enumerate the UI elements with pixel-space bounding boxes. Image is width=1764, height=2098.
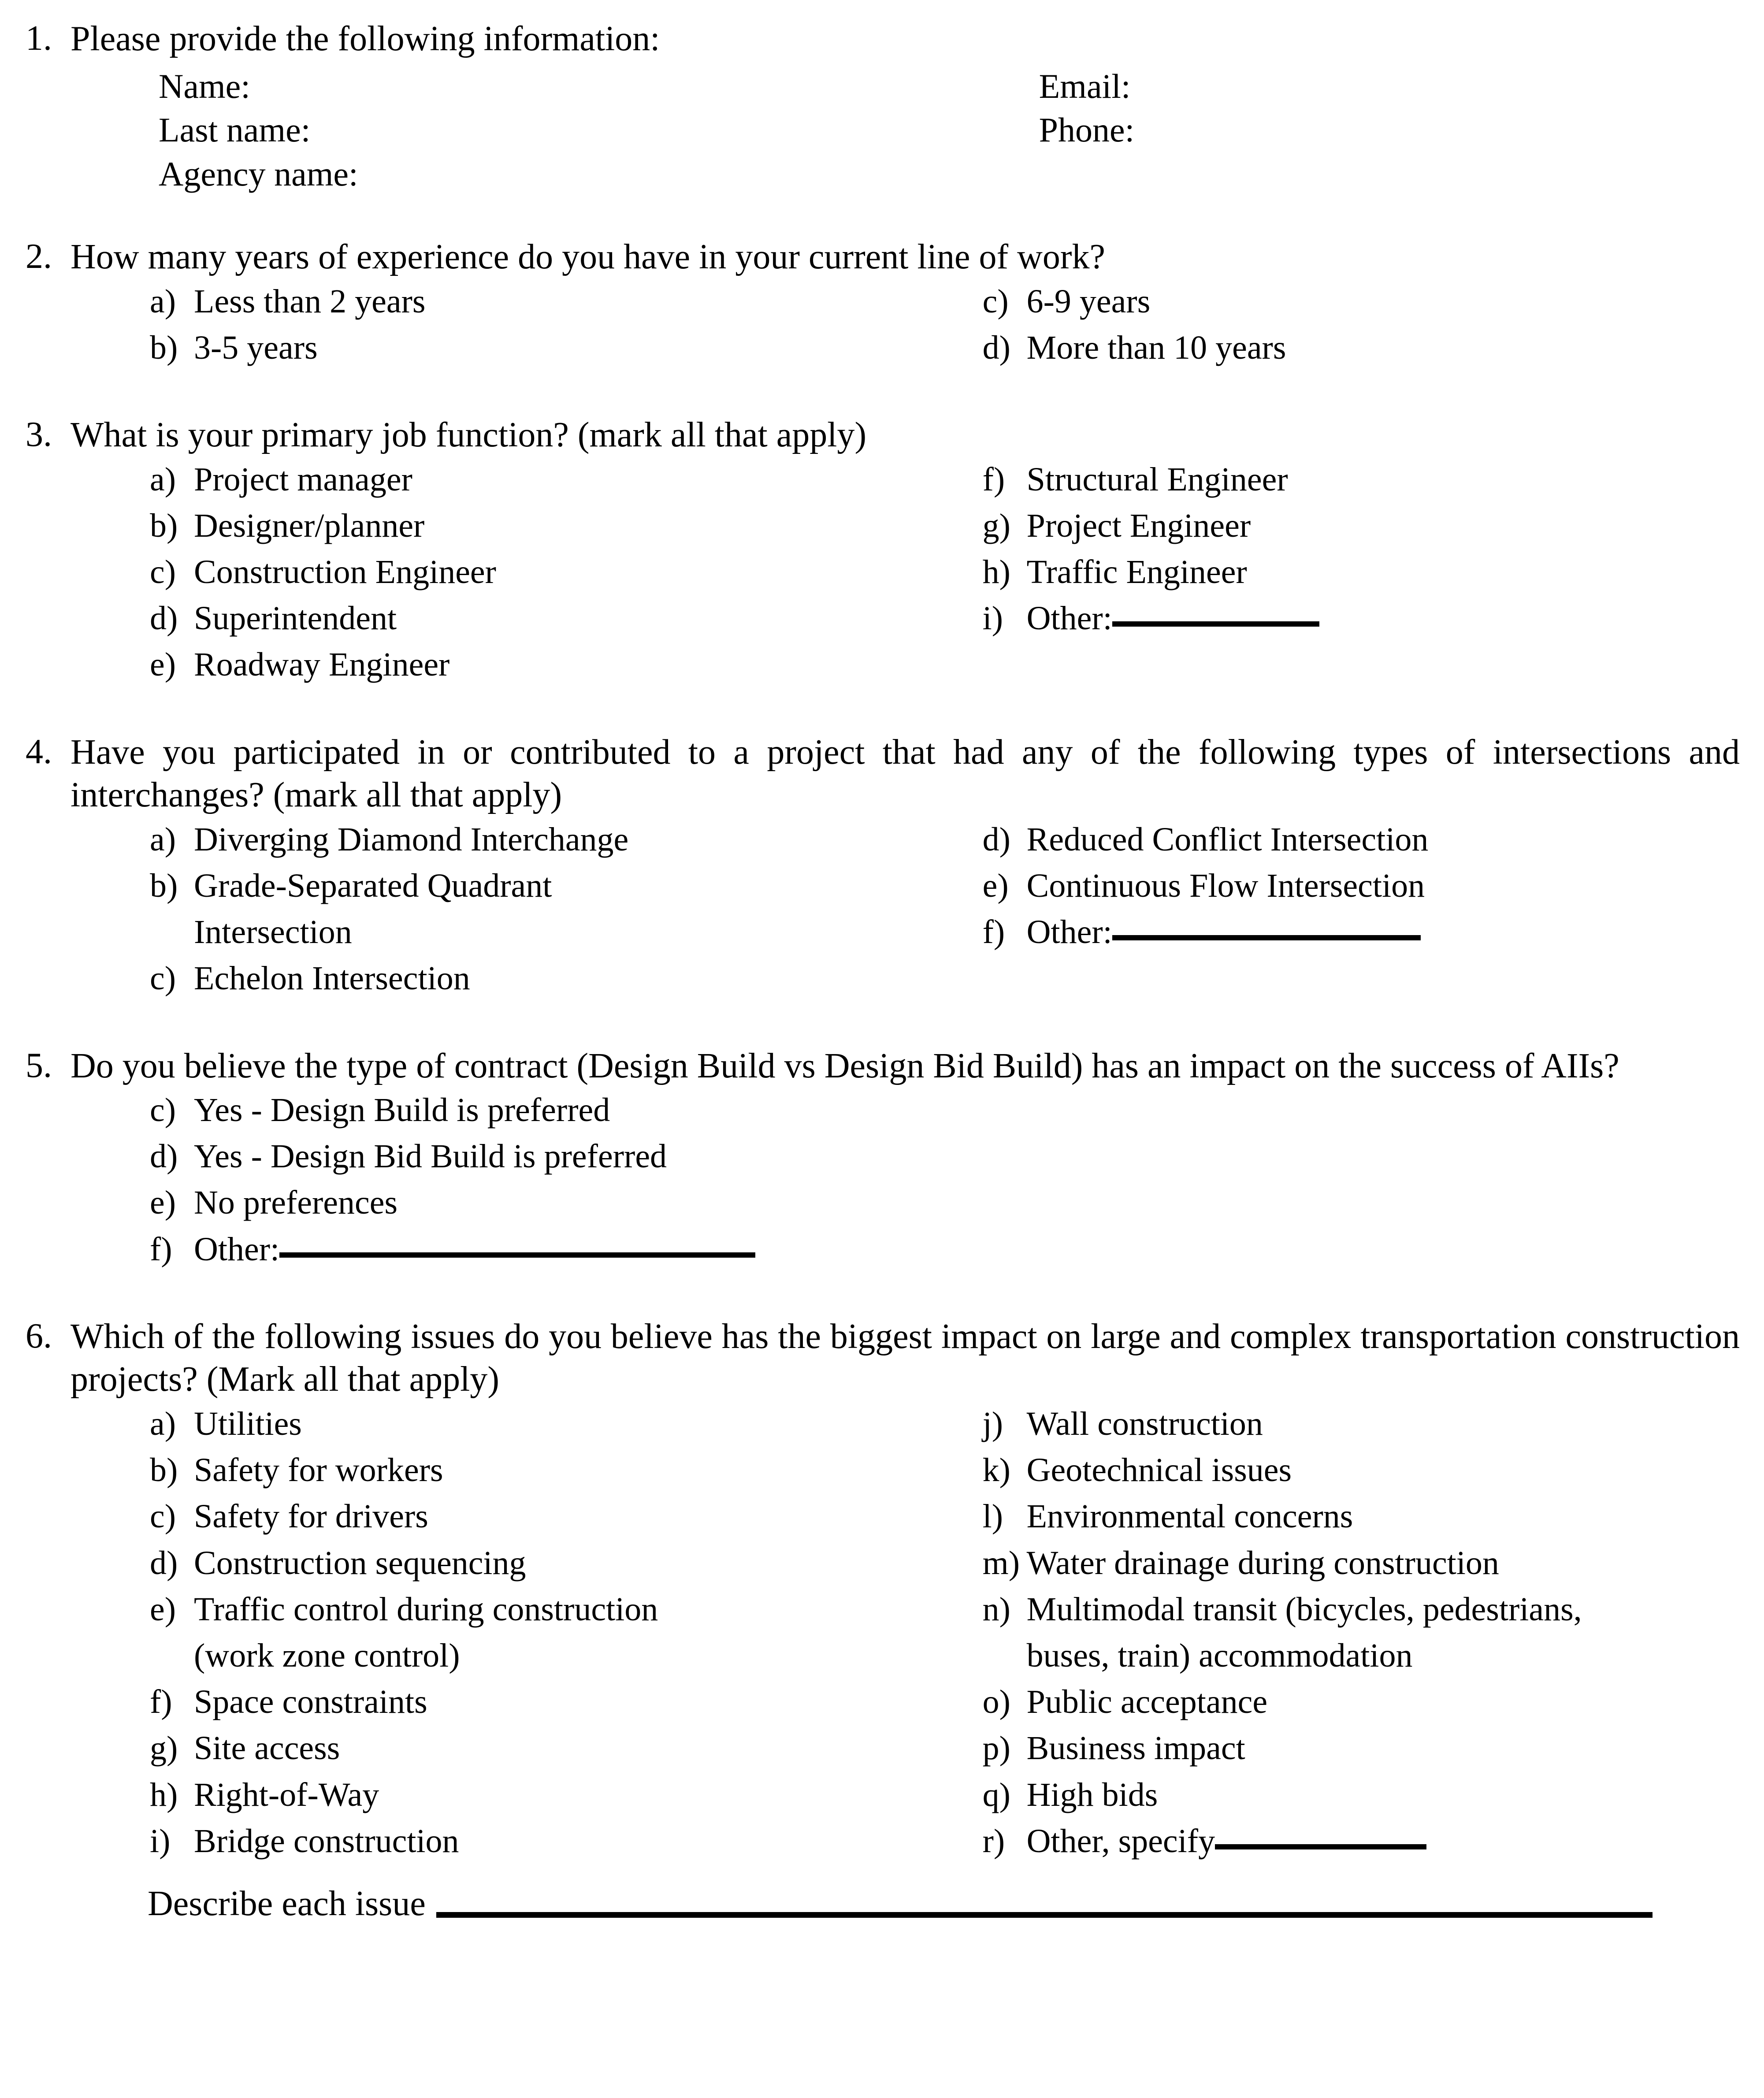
option-letter: e) [150, 646, 176, 683]
option-label-continued: Intersection [194, 913, 352, 951]
option-label-wrap [194, 1229, 1740, 1270]
option-letter: f) [150, 1230, 172, 1268]
question-2-text: How many years of experience do you have in your current line of work? [71, 238, 1106, 277]
question-3-options-right [955, 460, 1740, 691]
option-letter: b) [150, 1452, 178, 1489]
question-1-fields-right [955, 64, 1740, 196]
field-email-label: Email: [1039, 67, 1131, 105]
question-6 [18, 1315, 1740, 1925]
option-6b[interactable] [150, 1450, 955, 1490]
option-label: Water drainage during construction [1026, 1544, 1499, 1582]
option-letter: d) [982, 821, 1010, 858]
option-letter: c) [150, 553, 176, 591]
question-1 [18, 18, 1740, 196]
option-label: Public acceptance [1026, 1683, 1268, 1721]
option-label-continued: buses, train) accommodation [1026, 1637, 1413, 1674]
question-6-options [71, 1404, 1740, 1868]
option-6r-other[interactable] [983, 1821, 1740, 1861]
question-4-options [71, 820, 1740, 1005]
option-4b[interactable] [150, 866, 955, 906]
option-6d[interactable] [150, 1543, 955, 1583]
field-name-label: Name: [159, 67, 250, 105]
option-label: Grade-Separated Quadrant [194, 867, 552, 904]
field-phone-label: Phone: [1039, 111, 1135, 149]
question-2-options-left [71, 282, 955, 374]
option-letter: c) [150, 1092, 176, 1129]
option-label-continued: (work zone control) [194, 1637, 460, 1674]
field-agency-name-label: Agency name: [159, 155, 358, 193]
option-6e-continuation [150, 1636, 955, 1676]
option-label: Traffic Engineer [1026, 553, 1247, 591]
describe-each-issue-input-line[interactable] [436, 1912, 1653, 1918]
question-3-options [71, 460, 1740, 691]
question-5 [18, 1045, 1740, 1276]
other-fill-in-blank[interactable] [1112, 621, 1319, 627]
spacer [18, 1005, 1740, 1045]
option-letter: k) [982, 1452, 1010, 1489]
option-6i[interactable] [150, 1821, 955, 1861]
option-letter: c) [150, 960, 176, 997]
option-label: Structural Engineer [1026, 460, 1288, 498]
option-label-wrap [1027, 1821, 1740, 1861]
option-letter: e) [982, 867, 1009, 904]
option-letter: d) [150, 1544, 178, 1582]
option-letter: p) [982, 1730, 1010, 1767]
question-4-options-right [955, 820, 1740, 1005]
option-label: Yes - Design Bid Build is preferred [194, 1138, 667, 1175]
option-2c[interactable] [983, 282, 1740, 322]
option-label: Safety for workers [194, 1452, 443, 1489]
question-1-fields-left [71, 64, 955, 196]
option-label: Business impact [1026, 1730, 1245, 1767]
option-label: Other: [1026, 600, 1112, 637]
option-5d[interactable] [150, 1136, 1740, 1177]
option-6n[interactable] [983, 1589, 1740, 1630]
option-4c[interactable] [150, 958, 955, 999]
question-2-options [71, 282, 1740, 374]
option-label-wrap [1027, 912, 1740, 952]
spacer [18, 196, 1740, 236]
option-label: Designer/planner [194, 507, 425, 544]
option-letter: d) [150, 1138, 178, 1175]
option-label: Right-of-Way [194, 1776, 379, 1813]
option-letter: f) [982, 913, 1005, 951]
option-letter: i) [150, 1822, 171, 1860]
option-6p[interactable] [983, 1728, 1740, 1768]
option-label: High bids [1026, 1776, 1158, 1813]
option-3f[interactable] [983, 460, 1740, 500]
describe-each-issue-row [71, 1883, 1740, 1925]
question-5-text: Do you believe the type of contract (Design Build vs Design Bid Build) has an impact on the success of AIIs? [71, 1046, 1619, 1085]
option-letter: h) [150, 1776, 178, 1813]
option-letter: q) [982, 1776, 1010, 1813]
option-letter: a) [150, 460, 176, 498]
option-label: Wall construction [1026, 1405, 1263, 1443]
option-letter: a) [150, 282, 176, 320]
option-letter: c) [982, 282, 1009, 320]
option-letter: f) [982, 460, 1005, 498]
question-1-fields [71, 64, 1740, 196]
option-3e[interactable] [150, 645, 955, 685]
option-6l[interactable] [983, 1496, 1740, 1537]
option-3g[interactable] [983, 506, 1740, 546]
option-6g[interactable] [150, 1728, 955, 1768]
option-label: Construction Engineer [194, 553, 496, 591]
option-letter: r) [982, 1822, 1005, 1860]
question-2 [18, 236, 1740, 374]
option-label: Superintendent [194, 600, 397, 637]
question-6-options-right [955, 1404, 1740, 1868]
option-letter: c) [150, 1498, 176, 1535]
option-6e[interactable] [150, 1589, 955, 1630]
option-letter: b) [150, 507, 178, 544]
question-5-options [71, 1090, 1740, 1270]
option-2b[interactable] [150, 328, 955, 368]
question-4 [18, 731, 1740, 1005]
option-6m[interactable] [983, 1543, 1740, 1583]
option-label: Reduced Conflict Intersection [1026, 821, 1429, 858]
option-label: Other, specify [1026, 1822, 1215, 1860]
option-label: Safety for drivers [194, 1498, 428, 1535]
option-label: Other: [1026, 913, 1112, 951]
option-label: Site access [194, 1730, 340, 1767]
question-6-options-left [71, 1404, 955, 1868]
option-label: Traffic control during construction [194, 1590, 658, 1628]
option-label: Multimodal transit (bicycles, pedestrians, [1026, 1590, 1582, 1628]
option-label: Geotechnical issues [1026, 1452, 1292, 1489]
option-6f[interactable] [150, 1682, 955, 1722]
option-6n-continuation [983, 1636, 1740, 1676]
option-6q[interactable] [983, 1775, 1740, 1815]
option-label: Project Engineer [1026, 507, 1251, 544]
option-letter: m) [982, 1544, 1020, 1582]
option-6h[interactable] [150, 1775, 955, 1815]
option-letter: j) [982, 1405, 1003, 1443]
option-label: Environmental concerns [1026, 1498, 1353, 1535]
question-3-options-left [71, 460, 955, 691]
field-last-name-label: Last name: [159, 111, 311, 149]
option-4a[interactable] [150, 820, 955, 860]
option-letter: d) [150, 600, 178, 637]
question-6-number: 6. [26, 1316, 52, 1355]
option-4b-continuation [150, 912, 955, 952]
option-label: Construction sequencing [194, 1544, 526, 1582]
option-label: Continuous Flow Intersection [1026, 867, 1425, 904]
option-4f-other[interactable] [983, 912, 1740, 952]
spacer [18, 1276, 1740, 1315]
option-5e[interactable] [150, 1183, 1740, 1223]
question-4-text: Have you participated in or contributed to a project that had any of the following types of intersections and interchanges? (mark all that apply) [71, 732, 1740, 815]
question-6-text: Which of the following issues do you believe has the biggest impact on large and complex transportation construction projects? (Mark all that apply) [71, 1317, 1740, 1399]
question-4-options-left [71, 820, 955, 1005]
option-letter: n) [982, 1590, 1010, 1628]
option-label: Other: [194, 1230, 280, 1268]
option-6k[interactable] [983, 1450, 1740, 1490]
option-label: Project manager [194, 460, 412, 498]
option-4d[interactable] [983, 820, 1740, 860]
option-label: Roadway Engineer [194, 646, 450, 683]
option-3c[interactable] [150, 552, 955, 592]
option-letter: o) [982, 1683, 1010, 1721]
option-letter: b) [150, 329, 178, 366]
option-letter: e) [150, 1184, 176, 1222]
option-letter: a) [150, 1405, 176, 1443]
option-label: Bridge construction [194, 1822, 459, 1860]
option-6a[interactable] [150, 1404, 955, 1444]
option-letter: e) [150, 1590, 176, 1628]
option-3a[interactable] [150, 460, 955, 500]
describe-each-issue-label: Describe each issue [148, 1884, 426, 1923]
question-2-options-right [955, 282, 1740, 374]
option-label: Echelon Intersection [194, 960, 470, 997]
other-fill-in-blank[interactable] [279, 1252, 755, 1258]
other-specify-fill-in-blank[interactable] [1215, 1844, 1426, 1849]
question-3-number: 3. [26, 415, 52, 454]
option-letter: d) [982, 329, 1010, 366]
option-letter: i) [982, 600, 1003, 637]
option-2a[interactable] [150, 282, 955, 322]
option-3d[interactable] [150, 598, 955, 639]
option-letter: l) [982, 1498, 1003, 1535]
question-4-number: 4. [26, 732, 52, 771]
option-5f-other[interactable] [150, 1229, 1740, 1270]
option-label: Space constraints [194, 1683, 427, 1721]
option-label: Yes - Design Build is preferred [194, 1092, 610, 1129]
option-3h[interactable] [983, 552, 1740, 592]
option-6c[interactable] [150, 1496, 955, 1537]
question-1-number: 1. [26, 19, 52, 58]
option-label: Less than 2 years [194, 282, 426, 320]
option-label: More than 10 years [1026, 329, 1286, 366]
option-label: 3-5 years [194, 329, 318, 366]
option-label: Utilities [194, 1405, 302, 1443]
spacer [18, 374, 1740, 414]
spacer [18, 691, 1740, 731]
option-label-wrap [1027, 598, 1740, 639]
question-2-number: 2. [26, 237, 52, 276]
option-letter: f) [150, 1683, 172, 1721]
question-3 [18, 414, 1740, 691]
option-letter: g) [150, 1730, 178, 1767]
question-3-text: What is your primary job function? (mark all that apply) [71, 416, 867, 455]
option-letter: b) [150, 867, 178, 904]
option-label: 6-9 years [1026, 282, 1151, 320]
question-1-text: Please provide the following information: [71, 19, 660, 58]
option-6j[interactable] [983, 1404, 1740, 1444]
option-label: No preferences [194, 1184, 398, 1222]
option-3b[interactable] [150, 506, 955, 546]
other-fill-in-blank[interactable] [1112, 935, 1421, 940]
question-5-number: 5. [26, 1046, 52, 1085]
option-3i-other[interactable] [983, 598, 1740, 639]
option-letter: g) [982, 507, 1010, 544]
option-2d[interactable] [983, 328, 1740, 368]
option-5c[interactable] [150, 1090, 1740, 1130]
option-6o[interactable] [983, 1682, 1740, 1722]
option-label: Diverging Diamond Interchange [194, 821, 629, 858]
option-4e[interactable] [983, 866, 1740, 906]
option-letter: a) [150, 821, 176, 858]
option-letter: h) [982, 553, 1010, 591]
